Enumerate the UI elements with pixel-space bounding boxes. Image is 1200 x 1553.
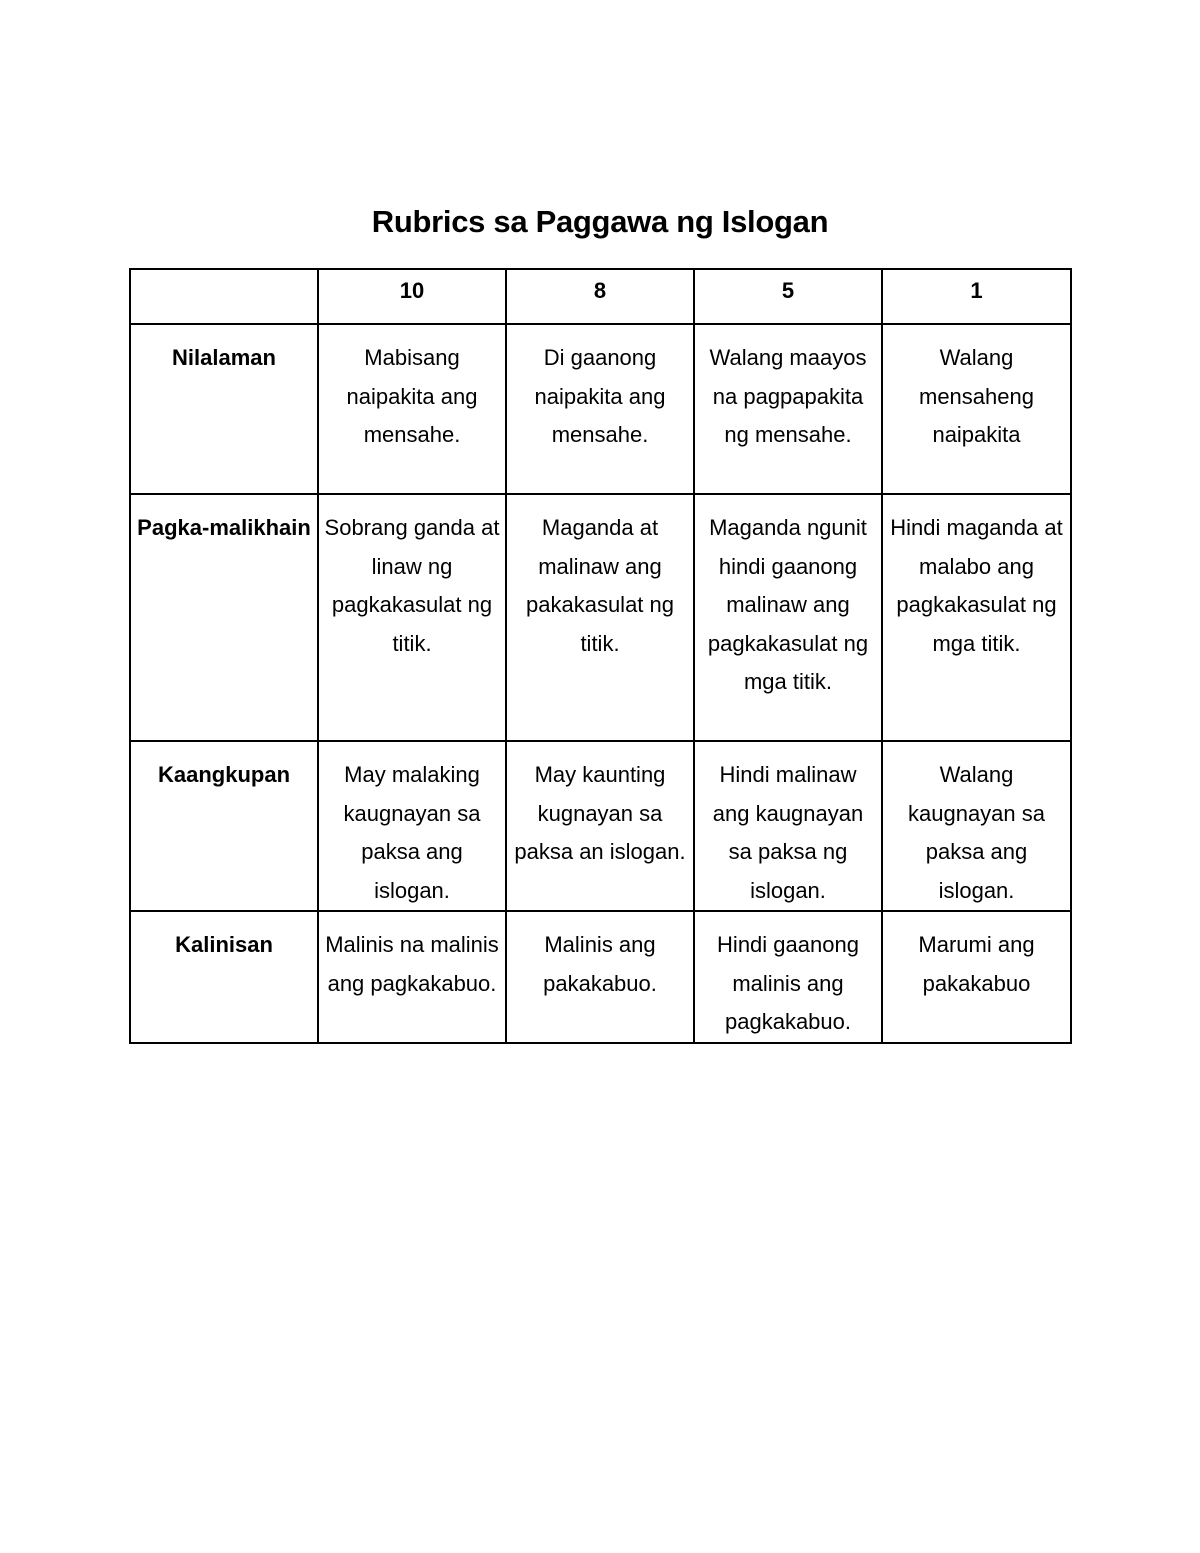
criterion-kalinisan: Kalinisan <box>130 911 318 1043</box>
table-cell: Maganda at malinaw ang pakakasulat ng titik. <box>506 494 694 741</box>
score-header-10: 10 <box>318 269 506 324</box>
table-cell: Marumi ang pakakabuo <box>882 911 1071 1043</box>
table-header-row <box>130 269 1071 324</box>
criterion-nilalaman: Nilalaman <box>130 324 318 494</box>
score-header-5: 5 <box>694 269 882 324</box>
table-cell: Malinis na malinis ang pagkakabuo. <box>318 911 506 1043</box>
table-cell: Walang kaugnayan sa paksa ang islogan. <box>882 741 1071 911</box>
table-cell: May malaking kaugnayan sa paksa ang islogan. <box>318 741 506 911</box>
table-cell: Mabisang naipakita ang mensahe. <box>318 324 506 494</box>
table-cell: Walang mensaheng naipakita <box>882 324 1071 494</box>
table-cell: May kaunting kugnayan sa paksa an islogan. <box>506 741 694 911</box>
criterion-pagkamalikhain: Pagka-malikhain <box>130 494 318 741</box>
score-header-8: 8 <box>506 269 694 324</box>
corner-cell <box>130 269 318 324</box>
table-cell: Sobrang ganda at linaw ng pagkakasulat ng titik. <box>318 494 506 741</box>
criterion-kaangkupan: Kaangkupan <box>130 741 318 911</box>
table-row <box>130 324 1071 494</box>
table-cell: Hindi maganda at malabo ang pagkakasulat ng mga titik. <box>882 494 1071 741</box>
table-row <box>130 911 1071 1043</box>
rubric-table <box>129 268 1072 1044</box>
table-cell: Walang maayos na pagpapakita ng mensahe. <box>694 324 882 494</box>
table-row <box>130 494 1071 741</box>
page-title: Rubrics sa Paggawa ng Islogan <box>371 204 829 239</box>
table-cell: Hindi malinaw ang kaugnayan sa paksa ng islogan. <box>694 741 882 911</box>
table-row <box>130 741 1071 911</box>
table-cell: Di gaanong naipakita ang mensahe. <box>506 324 694 494</box>
table-cell: Hindi gaanong malinis ang pagkakabuo. <box>694 911 882 1043</box>
table-cell: Maganda ngunit hindi gaanong malinaw ang pagkakasulat ng mga titik. <box>694 494 882 741</box>
table-cell: Malinis ang pakakabuo. <box>506 911 694 1043</box>
score-header-1: 1 <box>882 269 1071 324</box>
